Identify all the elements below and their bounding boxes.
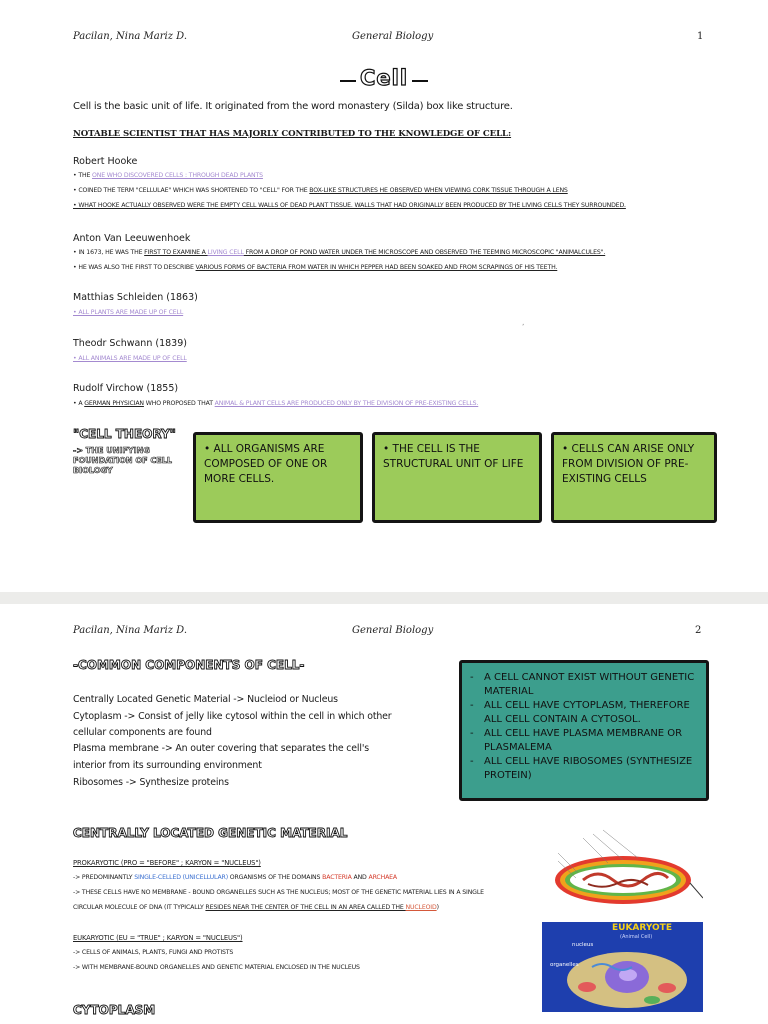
scientist-schwann: Theodr Schwann (1839) bbox=[73, 338, 187, 349]
header-page-number-2: 2 bbox=[695, 625, 702, 636]
prokaryotic-heading: PROKARYOTIC (PRO = "BEFORE" ; KARYON = "NUCLEUS") bbox=[73, 859, 261, 867]
header-author: Pacilan, Nina Mariz D. bbox=[73, 31, 187, 42]
cell-fact: - ALL CELL HAVE RIBOSOMES (SYNTHESIZE PROTEIN) bbox=[470, 755, 698, 783]
header-page-number: 1 bbox=[697, 31, 704, 42]
cell-fact: - A CELL CANNOT EXIST WITHOUT GENETIC MATERIAL bbox=[470, 671, 698, 699]
cell-theory-title: "CELL THEORY" bbox=[73, 427, 176, 441]
prokaryote-cell-illustration bbox=[548, 828, 703, 918]
eukaryote-cell-illustration bbox=[542, 922, 703, 1012]
virchow-bullet: • A GERMAN PHYSICIAN WHO PROPOSED THAT ANIMAL & PLANT CELLS ARE PRODUCED ONLY BY THE DIVISION OF PRE-EXISTING CELLS. bbox=[73, 400, 479, 407]
cell-theory-box-1: • ALL ORGANISMS ARE COMPOSED OF ONE OR MORE CELLS. bbox=[193, 432, 363, 523]
page-separator bbox=[0, 592, 768, 604]
genetic-material-title: CENTRALLY LOCATED GENETIC MATERIAL bbox=[73, 826, 348, 840]
eukaryotic-line-2: -> WITH MEMBRANE-BOUND ORGANELLES AND GENETIC MATERIAL ENCLOSED IN THE NUCLEUS bbox=[73, 964, 360, 971]
definition-line-5: interior from its surrounding environment bbox=[73, 760, 262, 771]
scientist-virchow: Rudolf Virchow (1855) bbox=[73, 383, 179, 394]
prokaryotic-line-3: CIRCULAR MOLECULE OF DNA (IT TYPICALLY RESIDES NEAR THE CENTER OF THE CELL IN AN AREA CALLED THE NUCLEOID) bbox=[73, 904, 439, 911]
hooke-bullet-1: • THE ONE WHO DISCOVERED CELLS : THROUGH DEAD PLANTS bbox=[73, 172, 263, 179]
cytoplasm-title: CYTOPLASM bbox=[73, 1003, 156, 1017]
definition-line-2: Cytoplasm -> Consist of jelly like cytosol within the cell in which other bbox=[73, 711, 392, 722]
schwann-bullet: • ALL ANIMALS ARE MADE UP OF CELL bbox=[73, 355, 187, 362]
cell-fact: - ALL CELL HAVE PLASMA MEMBRANE OR PLASMALEMA bbox=[470, 727, 698, 755]
cell-theory-subtitle: -> THE UNIFYING FOUNDATION OF CELL BIOLOGY bbox=[73, 446, 172, 475]
schleiden-bullet: • ALL PLANTS ARE MADE UP OF CELL bbox=[73, 309, 184, 316]
hooke-bullet-2: • COINED THE TERM "CELLULAE" WHICH WAS SHORTENED TO "CELL" FOR THE BOX-LIKE STRUCTURES HE OBSERVED WHEN VIEWING CORK TISSUE THROUGH A LENS bbox=[73, 187, 568, 194]
prokaryotic-line-2: -> THESE CELLS HAVE NO MEMBRANE - BOUND ORGANELLES SUCH AS THE NUCLEUS; MOST OF THE GENETIC MATERIAL LIES IN A SINGLE bbox=[73, 889, 484, 896]
eukaryotic-heading: EUKARYOTIC (EU = "TRUE" ; KARYON = "NUCLEUS") bbox=[73, 934, 243, 942]
definition-line-3: cellular components are found bbox=[73, 727, 212, 738]
header-subject: General Biology bbox=[352, 31, 434, 42]
common-components-title: -COMMON COMPONENTS OF CELL- bbox=[73, 658, 305, 672]
cell-theory-box-2: • THE CELL IS THE STRUCTURAL UNIT OF LIFE bbox=[372, 432, 542, 523]
eukaryote-sublabel: (Animal Cell) bbox=[620, 934, 653, 940]
nucleus-label: nucleus bbox=[572, 942, 594, 948]
hooke-bullet-3: • WHAT HOOKE ACTUALLY OBSERVED WERE THE EMPTY CELL WALLS OF DEAD PLANT TISSUE. WALLS THAT HAD ORIGINALLY BEEN PRODUCED BY THE LIVING CELLS THEY SURROUNDED. bbox=[73, 202, 626, 209]
page-title: Cell bbox=[0, 66, 768, 90]
notable-heading: NOTABLE SCIENTIST THAT HAS MAJORLY CONTRIBUTED TO THE KNOWLEDGE OF CELL: bbox=[73, 129, 512, 139]
header-subject-2: General Biology bbox=[352, 625, 434, 636]
leeuwenhoek-bullet-2: • HE WAS ALSO THE FIRST TO DESCRIBE VARIOUS FORMS OF BACTERIA FROM WATER IN WHICH PEPPER HAD BEEN SOAKED AND FROM SCRAPINGS OF HIS TEETH. bbox=[73, 264, 558, 271]
cell-facts-box bbox=[459, 660, 709, 801]
intro-text: Cell is the basic unit of life. It originated from the word monastery (Silda) box like structure. bbox=[73, 101, 513, 112]
scientist-leeuwenhoek: Anton Van Leeuwenhoek bbox=[73, 233, 191, 244]
cell-fact: - ALL CELL HAVE CYTOPLASM, THEREFORE ALL CELL CONTAIN A CYTOSOL. bbox=[470, 699, 698, 727]
pen-mark: ʼ bbox=[522, 323, 525, 331]
eukaryotic-line-1: -> CELLS OF ANIMALS, PLANTS, FUNGI AND PROTISTS bbox=[73, 949, 234, 956]
header-author-2: Pacilan, Nina Mariz D. bbox=[73, 625, 187, 636]
definition-line-4: Plasma membrane -> An outer covering that separates the cell's bbox=[73, 743, 369, 754]
prokaryotic-line-1: -> PREDOMINANTLY SINGLE-CELLED (UNICELLULAR) ORGANISMS OF THE DOMAINS BACTERIA AND ARCHAEA bbox=[73, 874, 398, 881]
definition-line-6: Ribosomes -> Synthesize proteins bbox=[73, 777, 229, 788]
leeuwenhoek-bullet-1: • IN 1673, HE WAS THE FIRST TO EXAMINE A LIVING CELL FROM A DROP OF POND WATER UNDER THE MICROSCOPE AND OBSERVED THE TEEMING MICROSCOPIC "ANIMALCULES". bbox=[73, 249, 606, 256]
scientist-hooke: Robert Hooke bbox=[73, 156, 138, 167]
organelles-label: organelles bbox=[550, 962, 579, 968]
cell-theory-box-3: • CELLS CAN ARISE ONLY FROM DIVISION OF PRE-EXISTING CELLS bbox=[551, 432, 717, 523]
definition-line-1: Centrally Located Genetic Material -> Nucleiod or Nucleus bbox=[73, 694, 338, 705]
scientist-schleiden: Matthias Schleiden (1863) bbox=[73, 292, 198, 303]
eukaryote-label: EUKARYOTE bbox=[612, 923, 672, 933]
